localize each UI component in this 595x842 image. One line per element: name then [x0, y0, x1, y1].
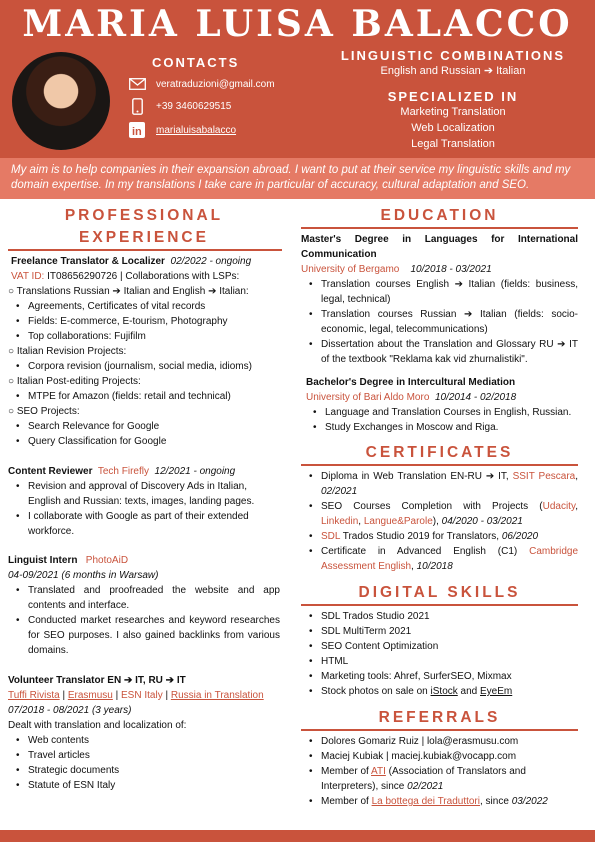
list-item: • Statute of ESN Italy — [8, 778, 280, 793]
org-link[interactable]: Russia in Translation — [170, 690, 264, 701]
list-item: • Language and Translation Courses in English, Russian. — [305, 405, 578, 420]
list-item: • Dissertation about the Translation and Glossary RU ➔ IT of the textbook "Reklama kak vid zhurnalistiki". — [301, 337, 578, 367]
ati-link[interactable]: ATI — [371, 766, 386, 777]
list — [8, 479, 280, 539]
list-item: • Study Exchanges in Moscow and Riga. — [305, 420, 578, 435]
list-item: • Maciej Kubiak | maciej.kubiak@vocapp.com — [301, 749, 578, 764]
volunteer-intro: Dealt with translation and localization of: — [8, 720, 187, 731]
email-text[interactable]: veratraduzioni@gmail.com — [156, 78, 275, 90]
specialized-title: SPECIALIZED IN — [387, 89, 519, 104]
profile-photo — [12, 52, 110, 150]
divider — [301, 729, 578, 731]
list-item: • Translation courses English ➔ Italian (fields: business, legal, technical) — [301, 277, 578, 307]
list-item: • SDL Trados Studio 2021 — [301, 609, 578, 624]
specialized-block — [318, 89, 588, 152]
list-item: • Strategic documents — [8, 763, 280, 778]
job-heading: Content Reviewer Tech Firefly 12/2021 - ongoing — [8, 466, 236, 477]
list — [8, 733, 280, 793]
list — [301, 469, 578, 574]
divider — [301, 227, 578, 229]
left-column — [8, 205, 280, 793]
aim-banner: My aim is to help companies in their expansion abroad. I want to put at their service my linguistic skills and my domain expertise. In my translations I take care in particular of accuracy, cultural adaptation and SEO. — [0, 158, 595, 199]
list-item: • Conducted market researches and keyword researches for SEO purposes. I also gained backlinks from various domains. — [8, 613, 280, 658]
list — [301, 609, 578, 699]
mail-icon — [127, 76, 147, 92]
list-item: • SDL MultiTerm 2021 — [301, 624, 578, 639]
contact-linkedin[interactable] — [127, 122, 236, 138]
job-heading: Linguist Intern PhotoAiD — [8, 555, 129, 566]
list-item: • Revision and approval of Discovery Ads in Italian, English and Russian: texts, images, landing pages. — [8, 479, 280, 509]
right-column — [301, 205, 578, 809]
certificates-title: CERTIFICATES — [365, 444, 514, 461]
sub-heading: ○ Italian Revision Projects: — [8, 346, 127, 357]
job-dates: 04-09/2021 (6 months in Warsaw) — [8, 570, 159, 581]
contact-email[interactable] — [127, 76, 275, 92]
vat-line: VAT ID: IT08656290726 | Collaborations with LSPs: — [11, 271, 240, 282]
list-item: • Member of La bottega dei Traduttori, since 03/2022 — [301, 794, 578, 809]
footer-band — [0, 830, 595, 842]
list-item: • Dolores Gomariz Ruiz | lola@erasmusu.com — [301, 734, 578, 749]
org-link[interactable]: Erasmusu — [67, 690, 113, 701]
degree-title: Master's Degree in Languages for International Communication — [301, 234, 578, 260]
list-item: • HTML — [301, 654, 578, 669]
divider — [8, 249, 282, 251]
org-link[interactable]: Tuffi Rivista — [8, 690, 60, 701]
job-dates: 07/2018 - 08/2021 (3 years) — [8, 705, 132, 716]
list-item: • Agreements, Certificates of vital records — [8, 299, 280, 314]
linguistic-title: LINGUISTIC COMBINATIONS — [340, 48, 566, 63]
list-item: • SEO Courses Completion with Projects (Udacity, Linkedin, Langue&Parole), 04/2020 - 03/2021 — [301, 499, 578, 529]
sub-heading: ○ Italian Post-editing Projects: — [8, 376, 141, 387]
list-item: • Diploma in Web Translation EN-RU ➔ IT, SSIT Pescara, 02/2021 — [301, 469, 578, 499]
list — [305, 405, 578, 435]
sub-heading: ○ SEO Projects: — [8, 406, 80, 417]
list-item: • Marketing tools: Ahref, SurferSEO, Mixmax — [301, 669, 578, 684]
list-item: • Corpora revision (journalism, social media, idioms) — [8, 359, 280, 374]
list-item: • Translation courses Russian ➔ Italian (fields: socio-economic, legal, telecommunications) — [301, 307, 578, 337]
list-item: • Certificate in Advanced English (C1) Cambridge Assessment English, 10/2018 — [301, 544, 578, 574]
istock-link[interactable]: iStock — [430, 686, 458, 697]
sub-heading: ○ Translations Russian ➔ Italian and English ➔ Italian: — [8, 286, 249, 297]
list-item: • I collaborate with Google as part of their extended workforce. — [8, 509, 280, 539]
list-item: • Travel articles — [8, 748, 280, 763]
volunteer-orgs: Tuffi Rivista | Erasmusu | ESN Italy | Russia in Translation — [8, 690, 264, 701]
digital-title: DIGITAL SKILLS — [358, 584, 521, 601]
candidate-name: MARIA LUISA BALACCO — [22, 3, 573, 45]
list-item: • Member of ATI (Association of Translators and Interpreters), since 02/2021 — [301, 764, 578, 794]
referrals-title: REFERRALS — [378, 709, 501, 726]
specialized-item: Marketing Translation — [400, 106, 506, 118]
list-item: • Web contents — [8, 733, 280, 748]
list-item: • Fields: E-commerce, E-tourism, Photography — [8, 314, 280, 329]
list — [8, 419, 280, 449]
experience-title: PROFESSIONAL EXPERIENCE — [64, 207, 224, 246]
degree-school: University of Bergamo 10/2018 - 03/2021 — [301, 264, 492, 275]
linkedin-icon — [127, 122, 147, 138]
eyeem-link[interactable]: EyeEm — [480, 686, 513, 697]
list — [8, 583, 280, 658]
list — [8, 299, 280, 344]
phone-text[interactable]: +39 3460629515 — [156, 100, 232, 112]
list-item: • Stock photos on sale on iStock and EyeEm — [301, 684, 578, 699]
degree-school: University of Bari Aldo Moro 10/2014 - 02/2018 — [306, 392, 517, 403]
list-item: • SEO Content Optimization — [301, 639, 578, 654]
divider — [301, 604, 578, 606]
phone-icon — [127, 98, 147, 114]
contacts-title: CONTACTS — [152, 55, 240, 70]
education-title: EDUCATION — [380, 207, 499, 224]
list-item: • Query Classification for Google — [8, 434, 280, 449]
header-band — [0, 0, 595, 158]
divider — [301, 464, 578, 466]
linguistic-value: English and Russian ➔ Italian — [380, 65, 526, 77]
list — [301, 277, 578, 367]
list-item: • MTPE for Amazon (fields: retail and technical) — [8, 389, 280, 404]
svg-text:in: in — [132, 126, 142, 138]
list — [301, 734, 578, 809]
list-item: • Top collaborations: Fujifilm — [8, 329, 280, 344]
specialized-item: Legal Translation — [411, 138, 495, 150]
bottega-link[interactable]: La bottega dei Traduttori — [371, 796, 480, 807]
job-heading: Volunteer Translator EN ➔ IT, RU ➔ IT — [8, 675, 186, 686]
list-item: • Search Relevance for Google — [8, 419, 280, 434]
list — [8, 389, 280, 404]
linkedin-text[interactable]: marialuisabalacco — [156, 124, 237, 136]
org-link[interactable]: ESN Italy — [121, 690, 163, 701]
job-heading: Freelance Translator & Localizer 02/2022 - ongoing — [11, 256, 252, 267]
list-item: • Translated and proofreaded the website and app contents and interface. — [8, 583, 280, 613]
list-item: • SDL Trados Studio 2019 for Translators, 06/2020 — [301, 529, 578, 544]
list — [8, 359, 280, 374]
degree-title: Bachelor's Degree in Intercultural Mediation — [306, 377, 516, 388]
contact-phone[interactable] — [127, 98, 231, 114]
linguistic-block — [318, 48, 588, 79]
specialized-item: Web Localization — [411, 122, 495, 134]
